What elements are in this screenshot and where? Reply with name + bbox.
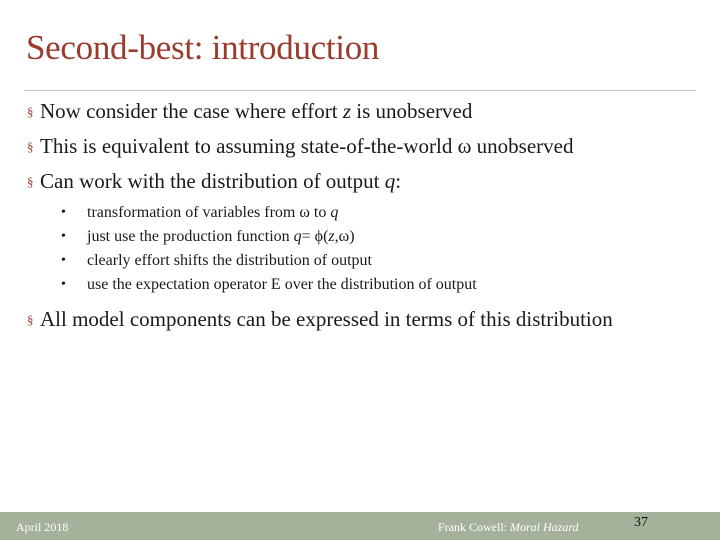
- variable-q: q: [293, 228, 302, 245]
- variable-z: z: [328, 228, 335, 245]
- bullet-text: Now consider the case where effort: [40, 99, 343, 123]
- footer-author-name: Frank Cowell:: [438, 520, 510, 534]
- bullet-marker-icon: §: [27, 139, 34, 154]
- bullet-marker-icon: §: [27, 104, 34, 119]
- sub-bullet-text: transformation of variables from ω to: [87, 204, 331, 221]
- page-number: 37: [634, 515, 648, 530]
- bullet-text: This is equivalent to assuming state-of-the-world ω unobserved: [40, 134, 574, 158]
- bullet-item: [27, 94, 697, 129]
- bullet-text: Can work with the distribution of output: [40, 169, 385, 193]
- sub-bullet-item: [61, 273, 697, 297]
- bullet-marker-icon: §: [27, 312, 34, 327]
- footer-topic: Moral Hazard: [510, 520, 579, 534]
- bullet-text: is unobserved: [351, 99, 473, 123]
- bullet-item: [27, 164, 697, 297]
- variable-q: q: [330, 204, 339, 221]
- footer-bar: [0, 512, 720, 540]
- sub-bullet-text: ,ω): [334, 228, 355, 245]
- sub-bullet-text: use the expectation operator E over the distribution of output: [87, 276, 477, 293]
- sub-bullet-text: just use the production function: [87, 228, 294, 245]
- sub-bullet-list: [40, 201, 697, 297]
- variable-q: q: [384, 169, 396, 193]
- sub-bullet-item: [61, 225, 697, 249]
- bullet-marker-icon: §: [27, 174, 34, 189]
- sub-bullet-item: [61, 201, 697, 225]
- bullet-item: [27, 305, 697, 334]
- sub-bullet-dot-icon: •: [61, 229, 66, 244]
- variable-z: z: [342, 99, 352, 123]
- bullet-text: All model components can be expressed in terms of this distribution: [40, 307, 613, 331]
- sub-bullet-dot-icon: •: [61, 277, 66, 292]
- slide-title: Second-best: introduction: [26, 28, 380, 67]
- sub-bullet-dot-icon: •: [61, 205, 66, 220]
- sub-bullet-dot-icon: •: [61, 253, 66, 268]
- footer-author: [438, 520, 579, 535]
- title-divider: [24, 90, 696, 91]
- bullet-list: [27, 94, 697, 334]
- sub-bullet-item: [61, 249, 697, 273]
- sub-bullet-text: clearly effort shifts the distribution of output: [87, 252, 372, 269]
- bullet-text: :: [395, 169, 402, 193]
- bullet-item: [27, 129, 697, 164]
- footer-date: April 2018: [16, 520, 69, 534]
- sub-bullet-text: = ϕ(: [301, 228, 329, 245]
